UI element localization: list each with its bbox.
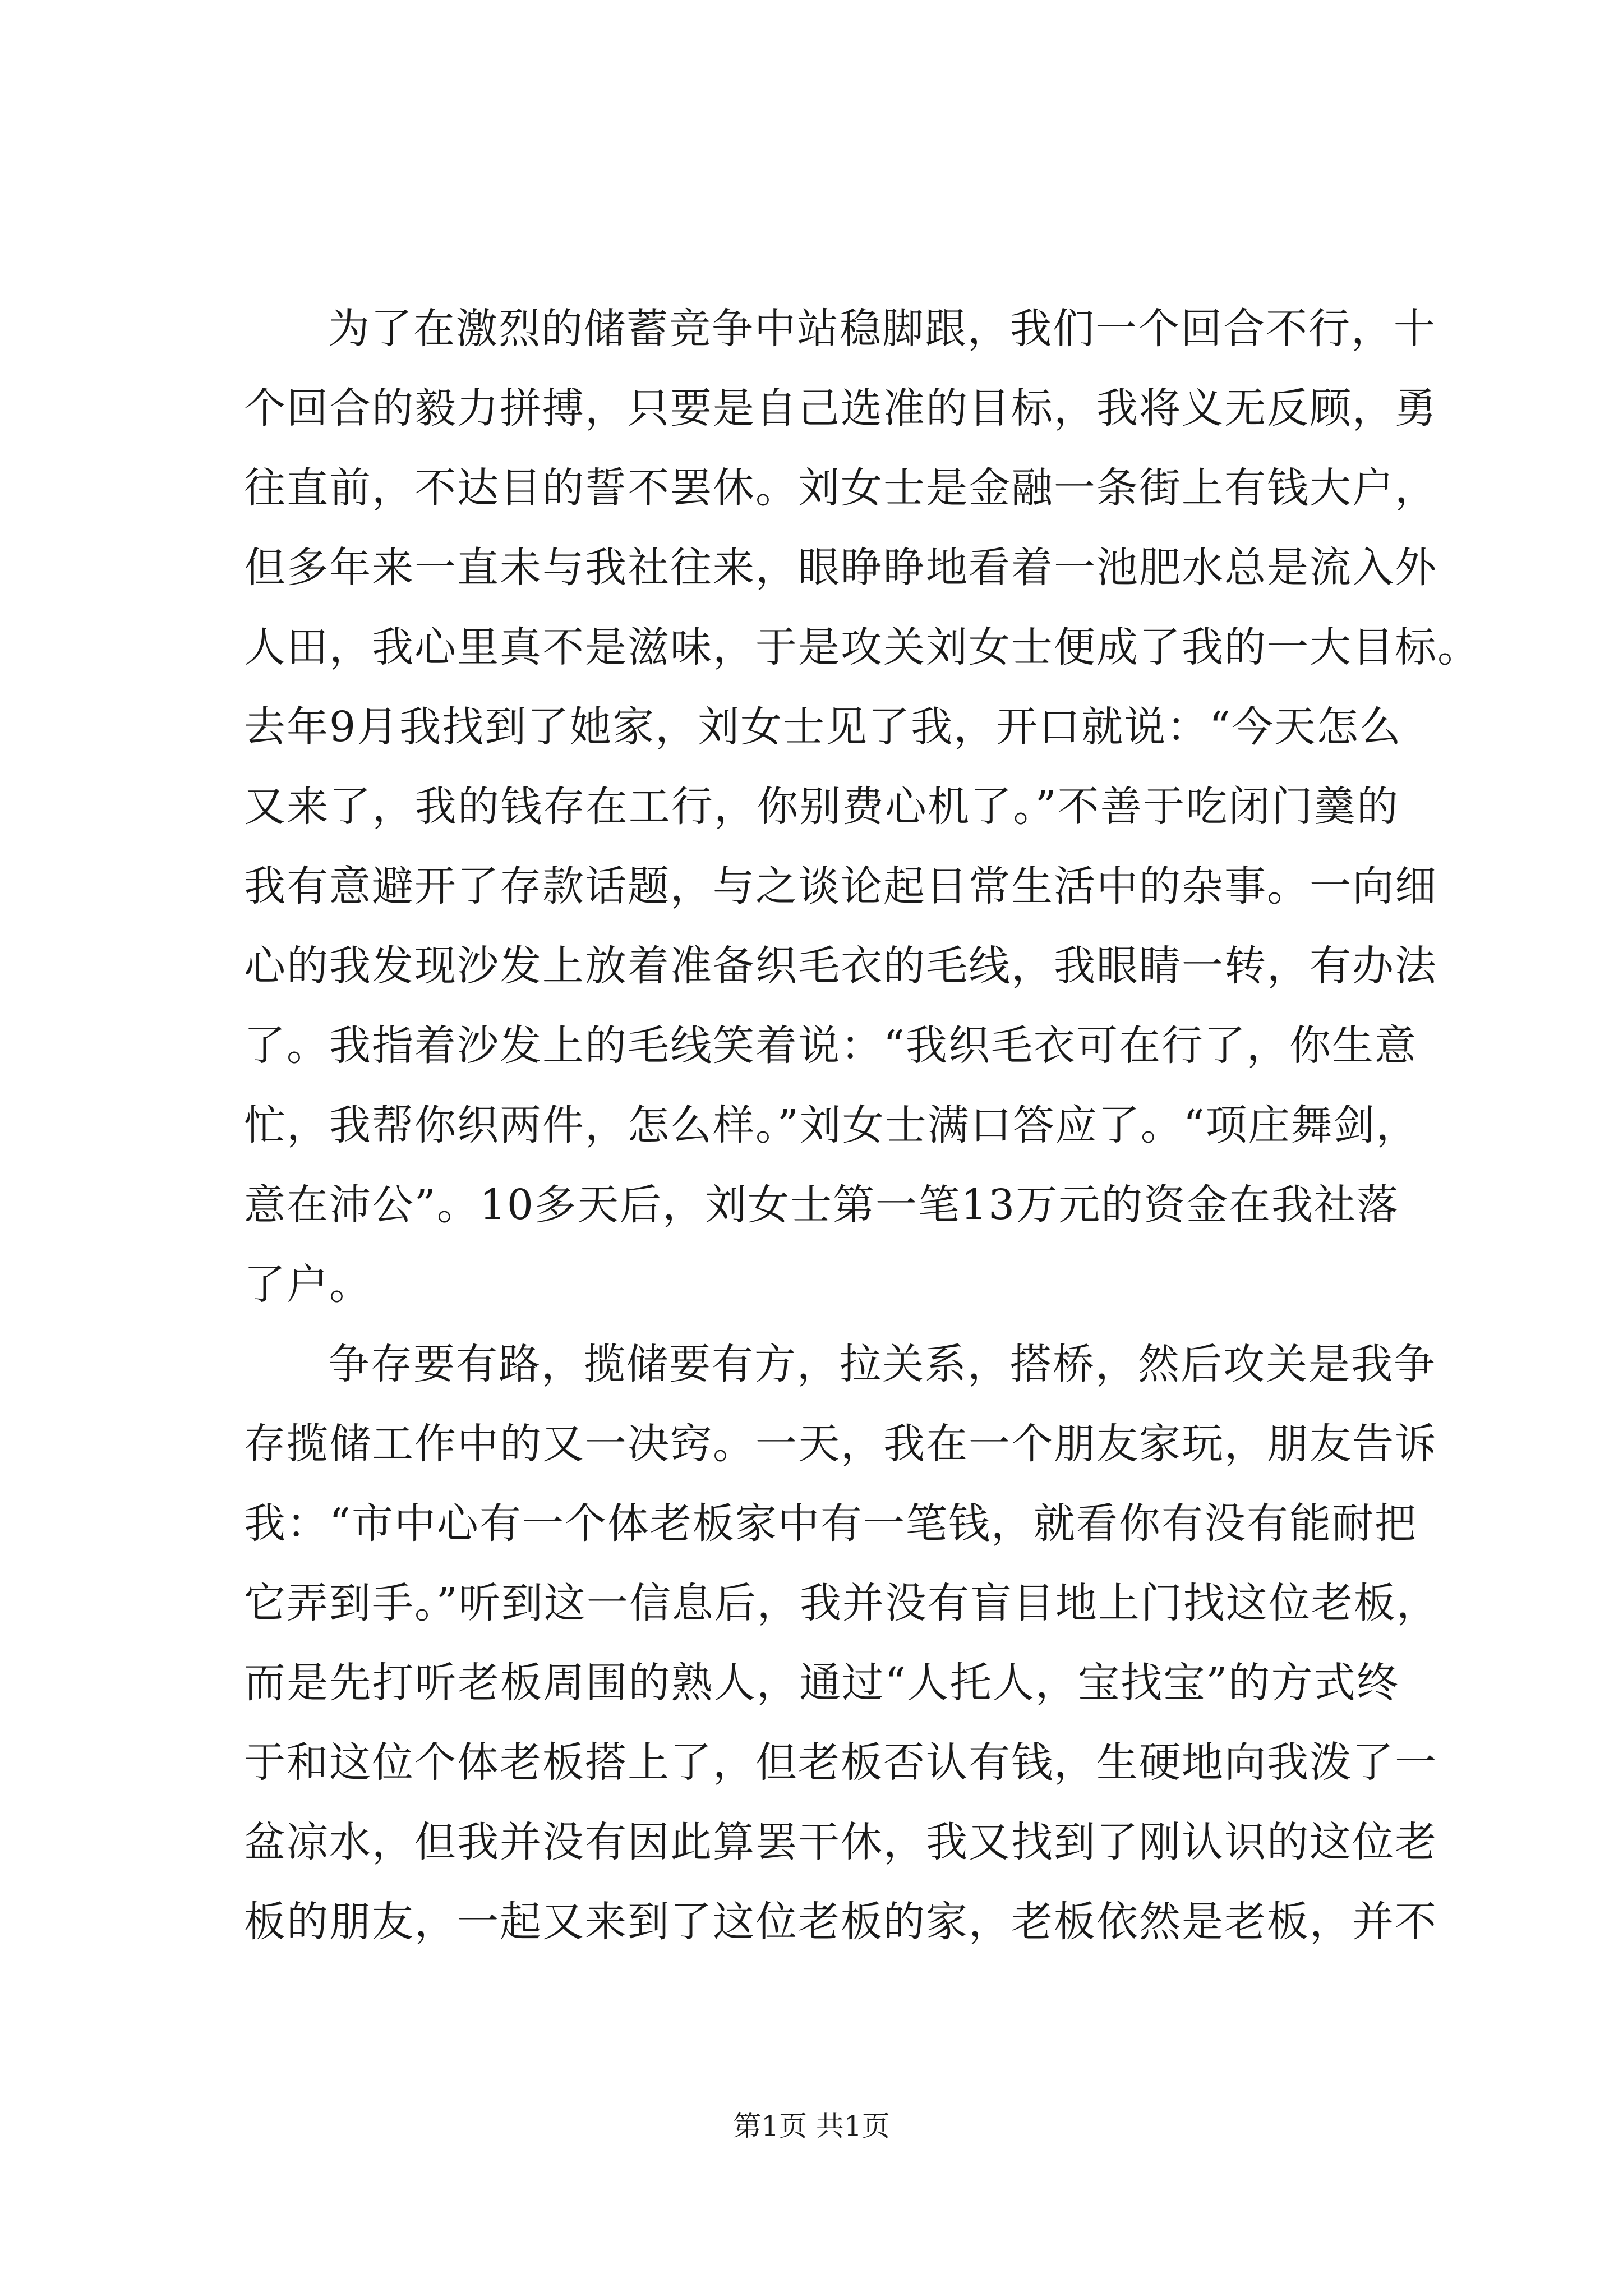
text-line: 存揽储工作中的又一决窍。一天，我在一个朋友家玩，朋友告诉 xyxy=(244,1420,1437,1468)
text-line: 我有意避开了存款话题，与之谈论起日常生活中的杂事。一向细 xyxy=(244,862,1437,910)
text-line: 板的朋友，一起又来到了这位老板的家，老板依然是老板，并不 xyxy=(244,1898,1437,1946)
page-footer: 第1页 共1页 xyxy=(733,2110,890,2142)
text-line: 去年9月我找到了她家，刘女士见了我，开口就说：“今天怎么 xyxy=(244,703,1402,751)
text-line: 盆凉水，但我并没有因此算罢干休，我又找到了刚认识的这位老 xyxy=(244,1818,1437,1866)
text-line: 但多年来一直未与我社往来，眼睁睁地看着一池肥水总是流入外 xyxy=(244,544,1437,592)
text-line: 而是先打听老板周围的熟人，通过“人托人，宝找宝”的方式终 xyxy=(244,1659,1399,1707)
text-line: 我：“市中心有一个体老板家中有一笔钱，就看你有没有能耐把 xyxy=(244,1499,1417,1548)
text-line: 人田，我心里真不是滋味，于是攻关刘女士便成了我的一大目标。 xyxy=(244,623,1480,671)
text-line: 往直前，不达目的誓不罢休。刘女士是金融一条街上有钱大户， xyxy=(244,464,1437,512)
text-line: 它弄到手。”听到这一信息后，我并没有盲目地上门找这位老板， xyxy=(244,1579,1439,1627)
text-line: 个回合的毅力拼搏，只要是自己选准的目标，我将义无反顾，勇 xyxy=(244,384,1437,432)
text-line: 于和这位个体老板搭上了，但老板否认有钱，生硬地向我泼了一 xyxy=(244,1738,1437,1787)
document-body xyxy=(244,289,1480,1962)
text-line: 忙，我帮你织两件，怎么样。”刘女士满口答应了。“项庄舞剑， xyxy=(244,1101,1419,1149)
text-line: 为了在激烈的储蓄竞争中站稳脚跟，我们一个回合不行，十 xyxy=(328,305,1436,353)
text-line: 了户。 xyxy=(244,1260,372,1309)
text-line: 争存要有路，揽储要有方，拉关系，搭桥，然后攻关是我争 xyxy=(328,1340,1436,1388)
text-line: 意在沛公”。10多天后，刘女士第一笔13万元的资金在我社落 xyxy=(244,1181,1400,1229)
text-line: 心的我发现沙发上放着准备织毛衣的毛线，我眼睛一转，有办法 xyxy=(244,942,1437,990)
text-line: 又来了，我的钱存在工行，你别费心机了。”不善于吃闭门羹的 xyxy=(244,783,1399,831)
text-line: 了。我指着沙发上的毛线笑着说：“我织毛衣可在行了，你生意 xyxy=(244,1022,1417,1070)
